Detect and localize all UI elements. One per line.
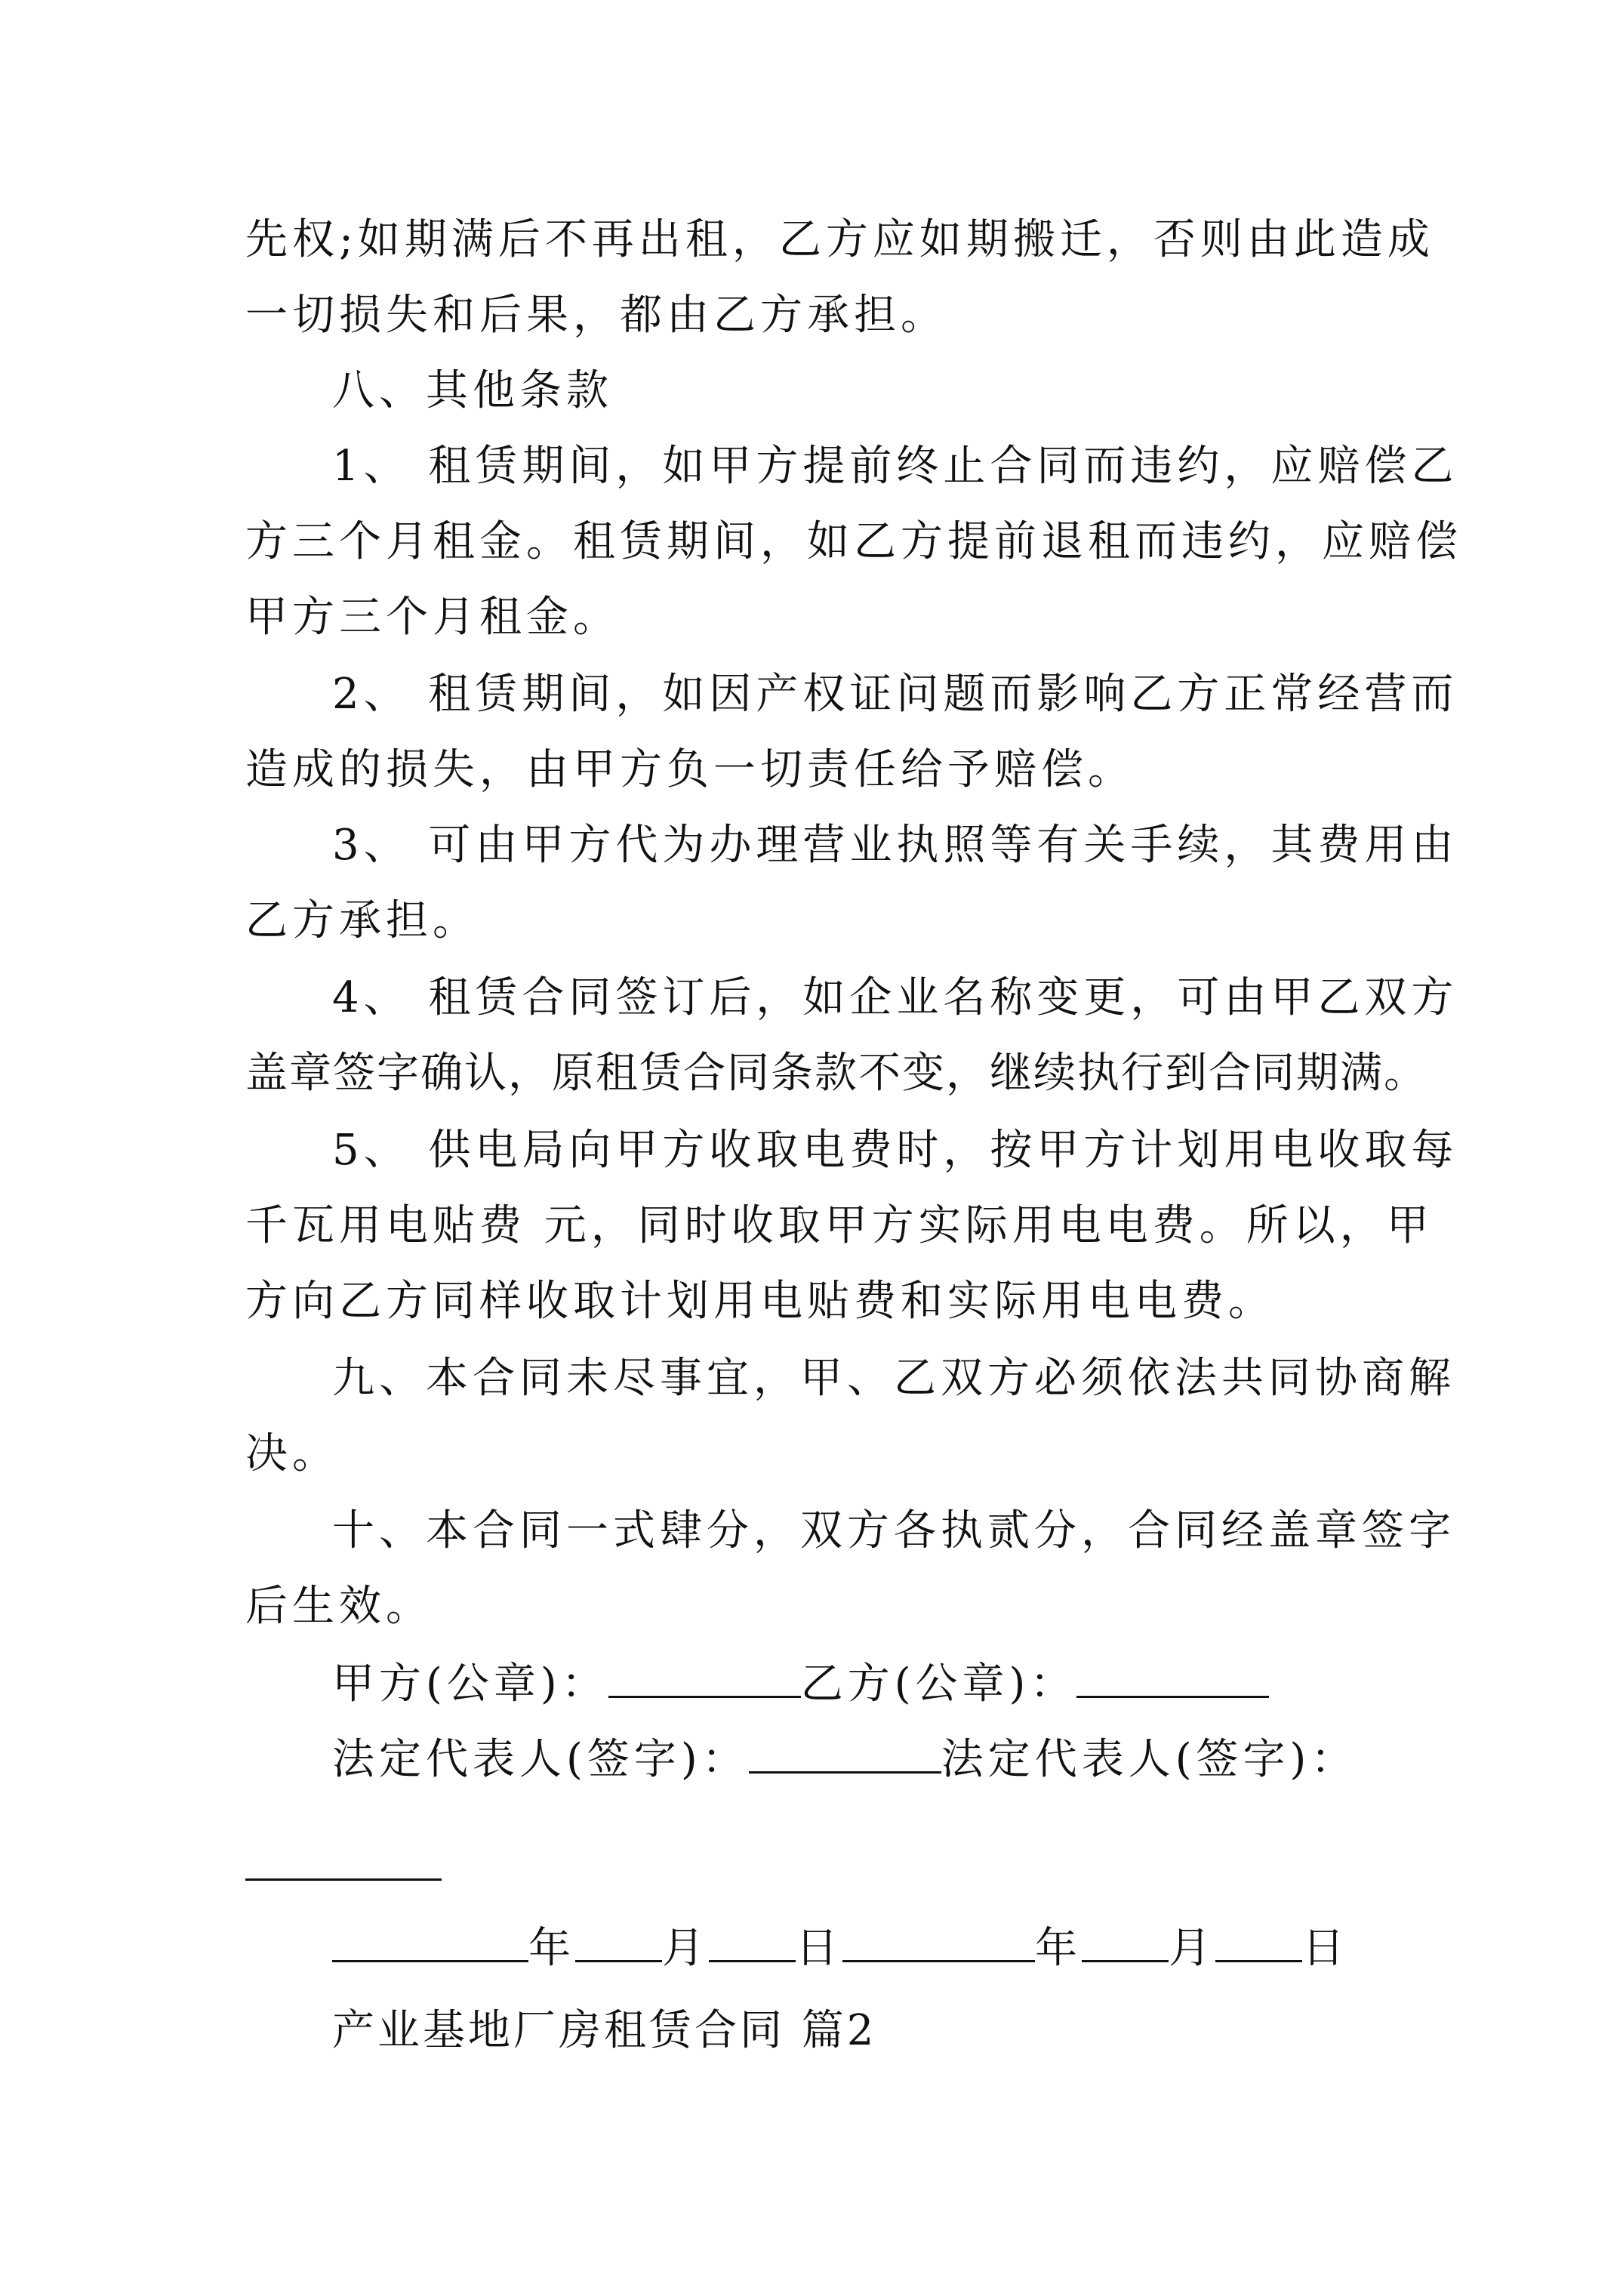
clause-text: 2、 租赁期间，如因产权证问题而影响乙方正常经营而 — [332, 670, 1458, 719]
date-a-day-blank — [709, 1918, 796, 1962]
section-heading: 十、本合同一式肆分，双方各执贰分，合同经盖章签字 — [332, 1506, 1455, 1555]
text-line: 方三个月租金。租赁期间，如乙方提前退租而违约，应赔偿 — [245, 517, 1462, 566]
text-line: 一切损失和后果，都由乙方承担。 — [245, 291, 947, 340]
text-line: 千瓦用电贴费 元，同时收取甲方实际用电电费。所以，甲 — [245, 1201, 1434, 1250]
text-line: 甲方三个月租金。 — [245, 593, 620, 642]
date-line — [332, 1918, 1464, 1978]
text-line: 先权;如期满后不再出租，乙方应如期搬迁，否则由此造成 — [245, 215, 1434, 264]
date-a-month-blank — [575, 1918, 662, 1962]
text-line: 造成的损失，由甲方负一切责任给予赔偿。 — [245, 745, 1135, 794]
text-line: 后生效。 — [245, 1582, 433, 1631]
year-label: 年 — [528, 1924, 575, 1973]
clause-text: 5、 供电局向甲方收取电费时，按甲方计划用电收取每 — [332, 1126, 1458, 1175]
date-a-year-blank — [332, 1918, 528, 1962]
day-label: 日 — [1302, 1924, 1349, 1973]
party-a-seal-label: 甲方(公章)： — [332, 1660, 608, 1709]
text-line: 盖章签字确认，原租赁合同条款不变，继续执行到合同期满。 — [245, 1049, 1427, 1098]
text-line: 决。 — [245, 1429, 339, 1478]
party-a-seal-blank — [608, 1653, 801, 1698]
legal-rep-b-label: 法定代表人(签字)： — [941, 1735, 1358, 1784]
text-line: 方向乙方同样收取计划用电贴费和实际用电电费。 — [245, 1277, 1275, 1326]
year-label: 年 — [1035, 1924, 1082, 1973]
party-b-seal-label: 乙方(公章)： — [800, 1660, 1077, 1709]
clause-text: 3、 可由甲方代为办理营业执照等有关手续，其费用由 — [332, 821, 1458, 870]
section-heading: 九、本合同未尽事宜，甲、乙双方必须依法共同协商解 — [332, 1354, 1455, 1403]
seal-line — [332, 1653, 1464, 1714]
legal-rep-line — [332, 1729, 1464, 1789]
month-label: 月 — [1169, 1924, 1215, 1973]
clause-text: 4、 租赁合同签订后，如企业名称变更，可由甲乙双方 — [332, 973, 1458, 1022]
date-b-month-blank — [1082, 1918, 1169, 1962]
date-b-year-blank — [842, 1918, 1035, 1962]
text-line: 乙方承担。 — [245, 896, 479, 945]
month-label: 月 — [662, 1924, 709, 1973]
legal-rep-a-label: 法定代表人(签字)： — [332, 1735, 749, 1784]
date-b-day-blank — [1215, 1918, 1302, 1962]
party-b-seal-blank — [1076, 1653, 1269, 1698]
day-label: 日 — [796, 1924, 842, 1973]
legal-rep-b-blank — [245, 1878, 442, 1881]
clause-text: 1、 租赁期间，如甲方提前终止合同而违约，应赔偿乙 — [332, 442, 1458, 491]
legal-rep-a-blank — [749, 1729, 941, 1774]
next-section-title: 产业基地厂房租赁合同 篇2 — [332, 2006, 877, 2055]
section-heading: 八、其他条款 — [332, 366, 613, 415]
